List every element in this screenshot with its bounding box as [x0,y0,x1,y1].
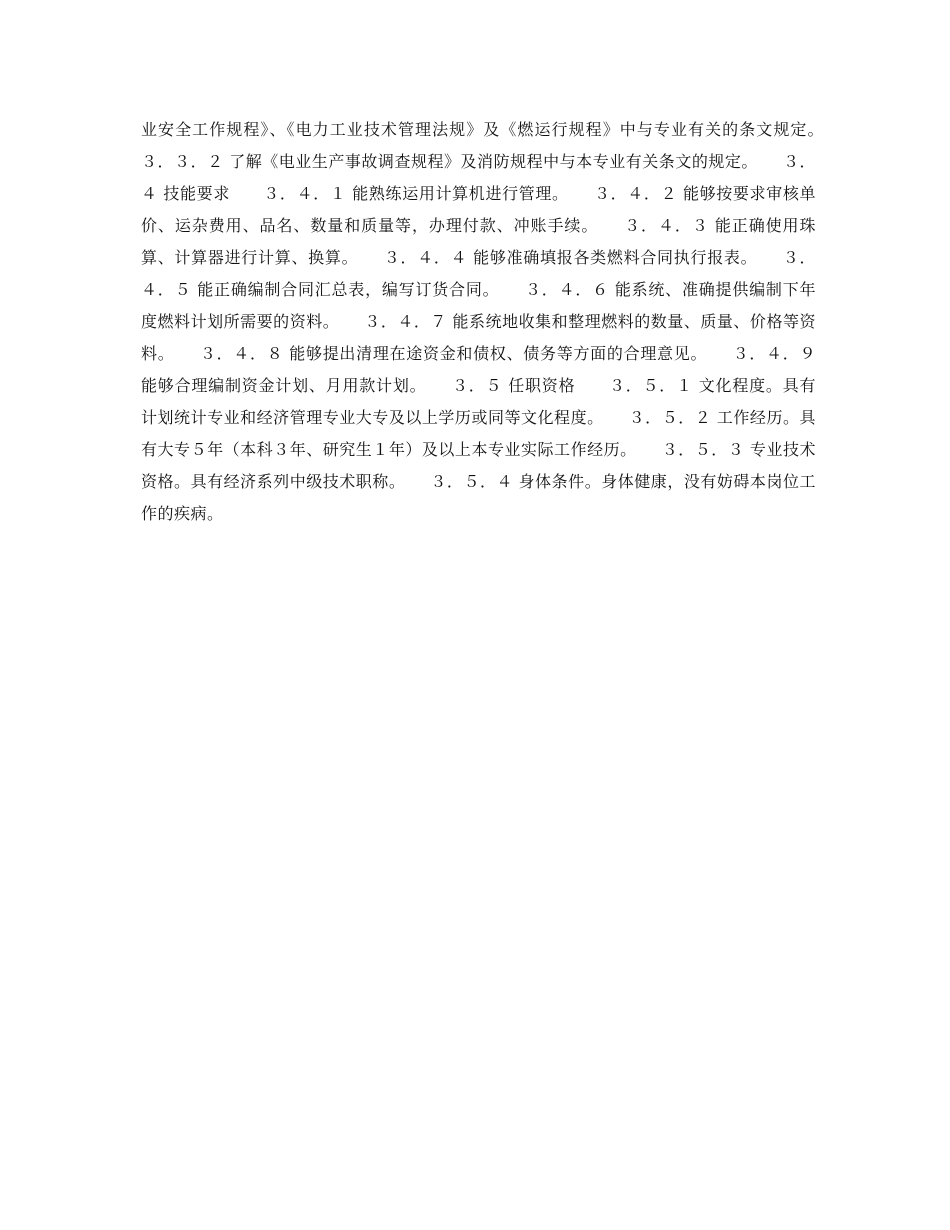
body-paragraph: 业安全工作规程》、《电力工业技术管理法规》及《燃运行规程》中与专业有关的条文规定。 ３．３．２ 了解《电业生产事故调查规程》及消防规程中与本专业有关条文的规定。 ３．４ 技能要求 ３．４．１ 能熟练运用计算机进行管理。 ３．４．２ 能够按要求审核单价、运杂费用、品名、数量和质量等，办理付款、冲账手续。 ３．４．３ 能正确使用珠算、计算器进行计算、换算。 ３．４．４ 能够准确填报各类燃料合同执行报表。 ３．４．５ 能正确编制合同汇总表，编写订货合同。 ３．４．６ 能系统、准确提供编制下年度燃料计划所需要的资料。 ３．４．７ 能系统地收集和整理燃料的数量、质量、价格等资料。 ３．４．８ 能够提出清理在途资金和债权、债务等方面的合理意见。 ３．４．９ 能够合理编制资金计划、月用款计划。 ３．５ 任职资格 ３．５．１ 文化程度。具有计划统计专业和经济管理专业大专及以上学历或同等文化程度。 ３．５．２ 工作经历。具有大专５年（本科３年、研究生１年）及以上本专业实际工作经历。 ３．５．３ 专业技术资格。具有经济系列中级技术职称。 ３．５．４ 身体条件。身体健康，没有妨碍本岗位工作的疾病。 [141,120,850,523]
